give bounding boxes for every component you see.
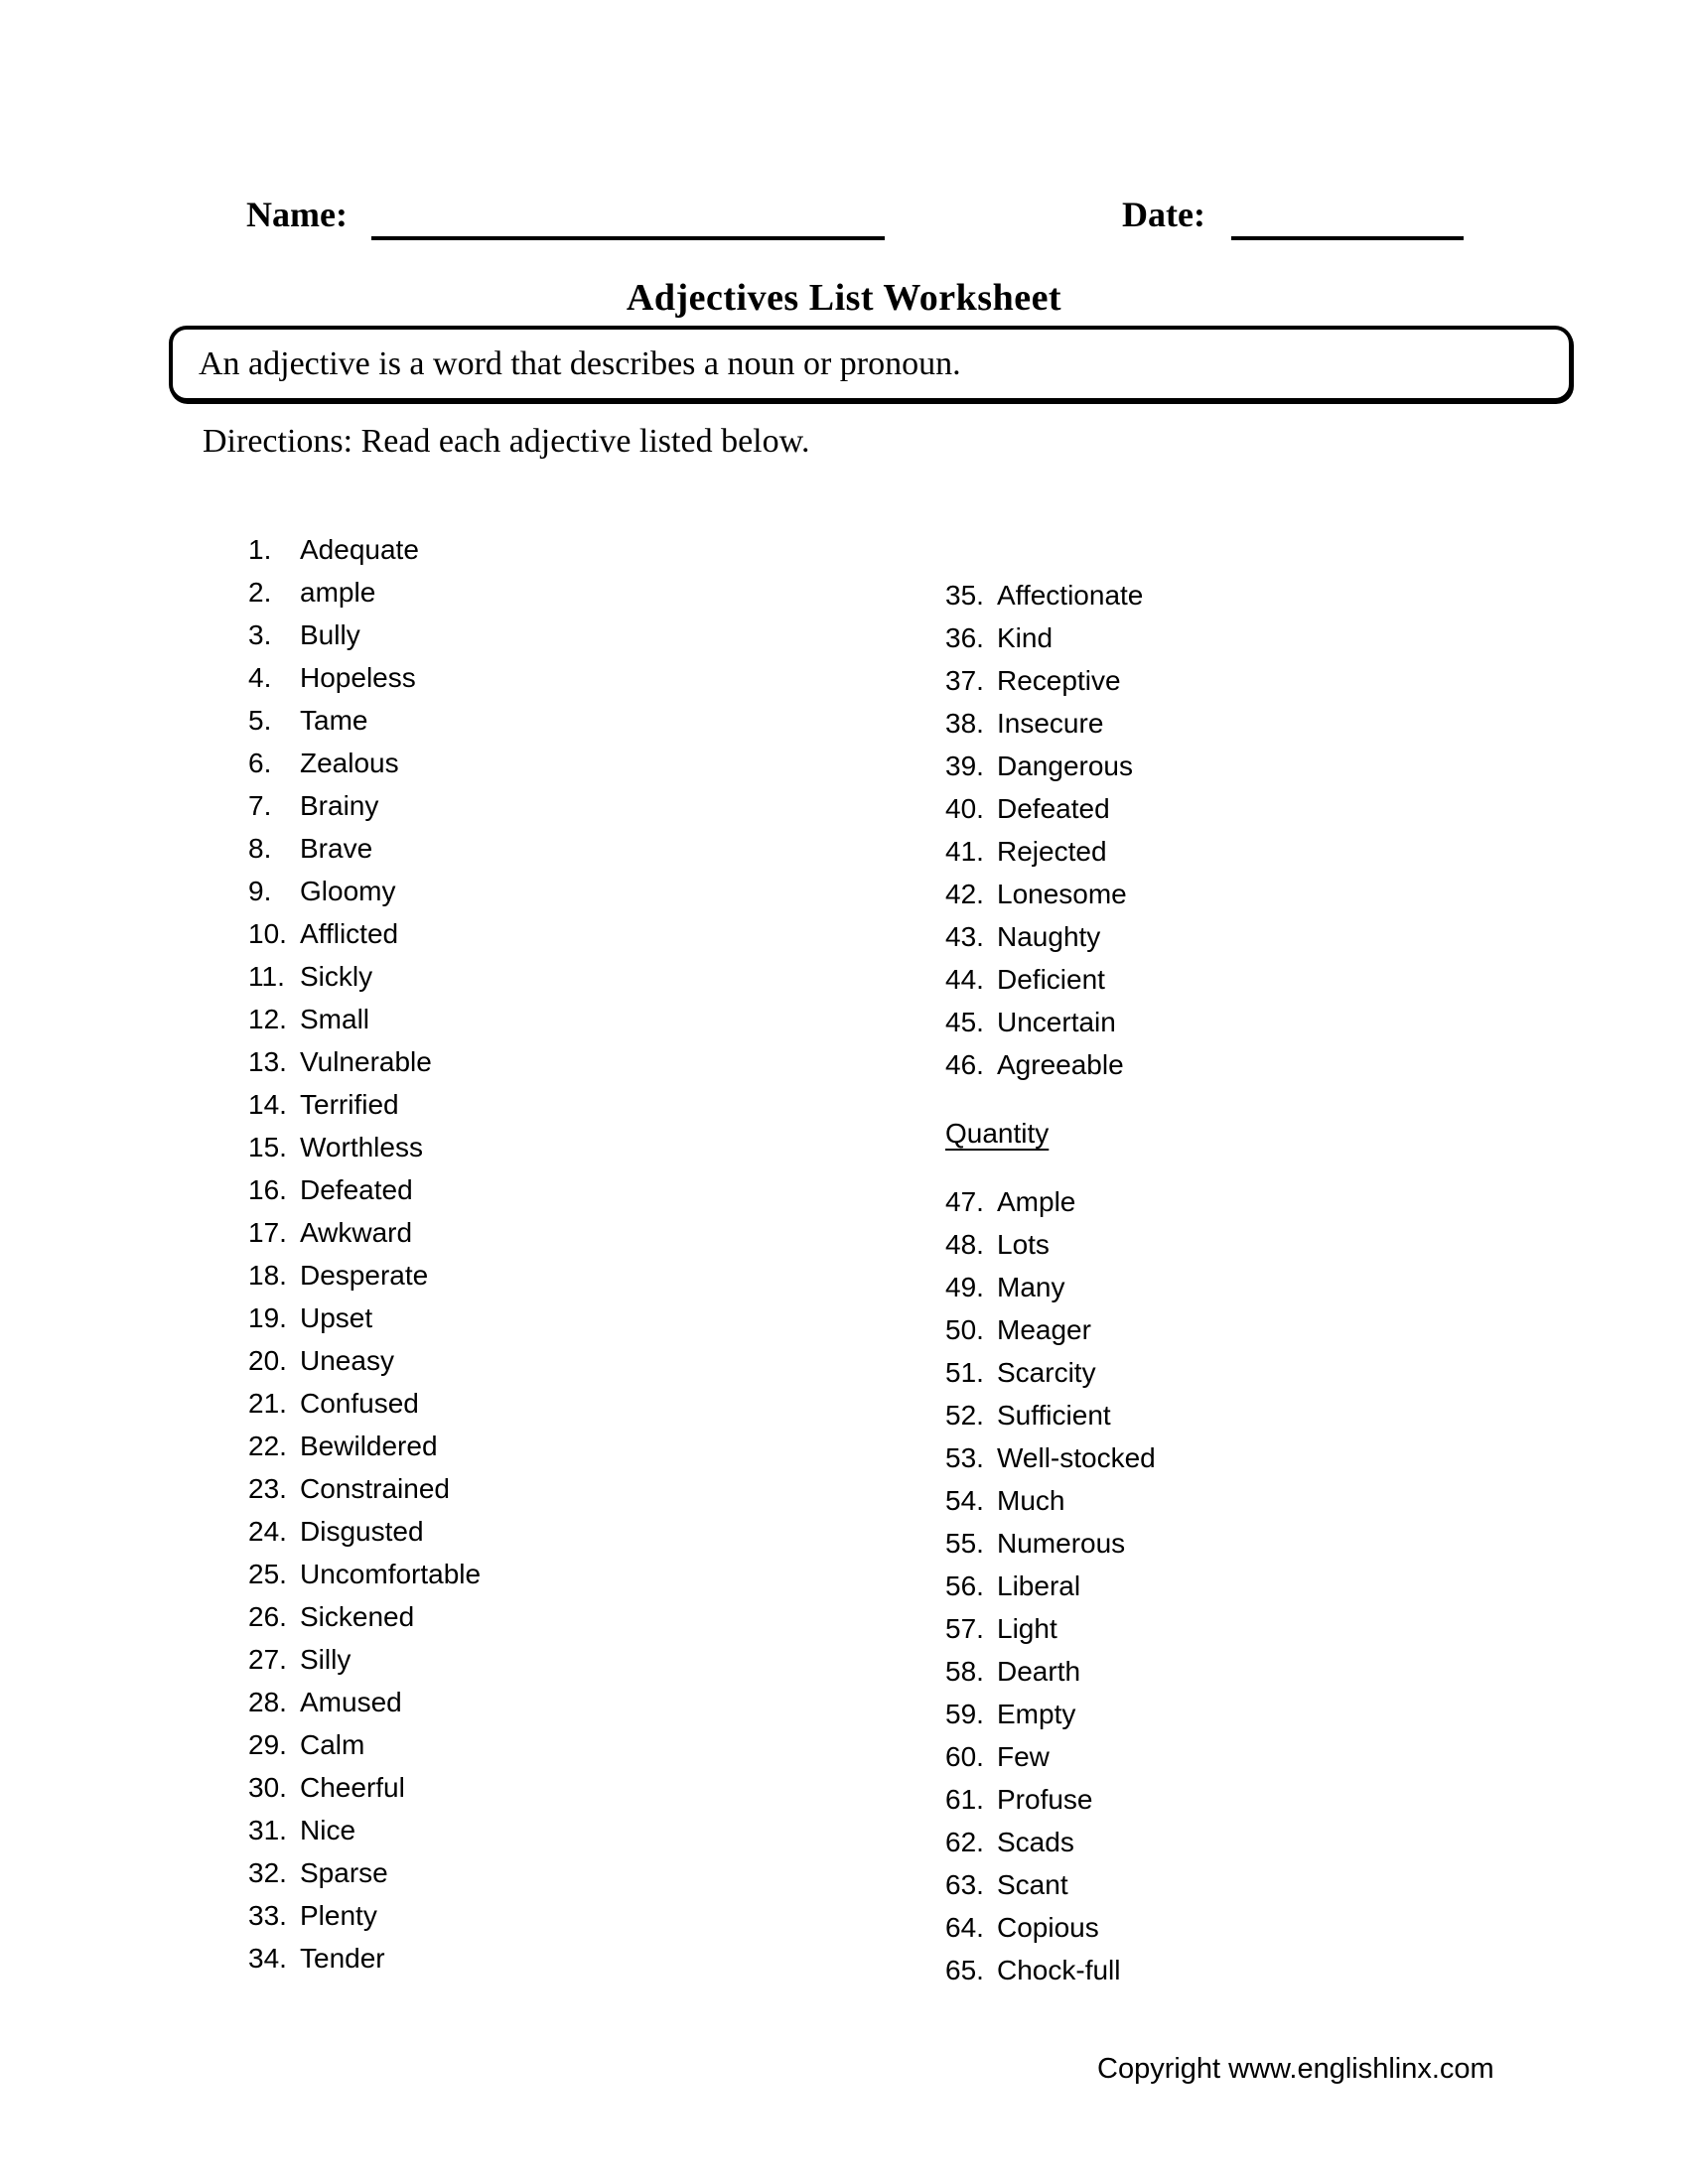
list-item-number: 27. [248,1643,287,1675]
list-item-word: Deficient [997,963,1105,995]
list-item-word: Gloomy [300,875,396,906]
list-item [945,702,1561,745]
list-item-number: 45. [945,1006,984,1037]
list-item [248,1425,864,1467]
list-item-word: Naughty [997,920,1101,952]
list-item [248,1083,864,1126]
list-item [945,873,1561,915]
list-item-word: Hopeless [300,661,416,693]
list-item-number: 39. [945,750,984,781]
list-item-number: 12. [248,1003,287,1034]
list-item-word: Cheerful [300,1771,405,1803]
list-item-number: 57. [945,1612,984,1644]
list-item-number: 29. [248,1728,287,1760]
name-label: Name: [246,195,348,234]
list-item-word: Defeated [300,1173,413,1205]
list-item-word: Nice [300,1814,356,1845]
list-item-number: 41. [945,835,984,867]
list-item-word: Bully [300,618,360,650]
directions-text: Directions: Read each adjective listed below. [203,423,810,460]
list-item-number: 14. [248,1088,287,1120]
list-item-number: 61. [945,1783,984,1815]
list-item-word: Uncertain [997,1006,1116,1037]
list-item [248,1382,864,1425]
list-item-word: Uncomfortable [300,1558,482,1589]
list-item-word: Scads [997,1826,1074,1857]
list-item-number: 56. [945,1570,984,1601]
list-item-number: 10. [248,917,287,949]
list-item-number: 42. [945,878,984,909]
list-item-number: 64. [945,1911,984,1943]
list-item-word: Scarcity [997,1356,1096,1388]
list-item [945,1778,1561,1821]
list-item-number: 11. [248,960,285,992]
list-item-number: 20. [248,1344,287,1376]
list-item-number: 48. [945,1228,984,1260]
list-item [248,1168,864,1211]
list-item-word: ample [300,576,376,608]
list-item [248,656,864,699]
list-item-word: Many [997,1271,1065,1302]
list-item [945,1351,1561,1394]
list-item [945,1479,1561,1522]
list-item-number: 52. [945,1399,984,1431]
list-item [248,827,864,870]
list-item [248,1809,864,1851]
list-item-word: Awkward [300,1216,413,1248]
name-field-line[interactable] [371,197,885,240]
list-item-number: 65. [945,1954,984,1985]
list-item-word: Well-stocked [997,1441,1156,1473]
list-item-number: 19. [248,1301,287,1333]
list-item-number: 28. [248,1686,287,1717]
date-field-line[interactable] [1231,197,1464,240]
list-item [945,1308,1561,1351]
list-item-word: Much [997,1484,1065,1516]
list-item-word: Dearth [997,1655,1081,1687]
list-item-number: 53. [945,1441,984,1473]
list-item-number: 49. [945,1271,984,1302]
list-item-word: Adequate [300,533,419,565]
list-item-word: Kind [997,621,1054,653]
list-item [945,745,1561,787]
adjective-list-left-column [248,528,864,1979]
list-item [248,614,864,656]
date-label: Date: [1122,195,1205,234]
list-item-number: 1. [248,533,272,565]
list-item [945,1522,1561,1565]
list-item-number: 54. [945,1484,984,1516]
list-item-number: 13. [248,1045,287,1077]
list-item-word: Insecure [997,707,1104,739]
list-item [945,1565,1561,1607]
list-item-word: Profuse [997,1783,1093,1815]
list-item-word: Afflicted [300,917,399,949]
list-item-word: Disgusted [300,1515,424,1547]
list-item-word: Sickly [300,960,373,992]
list-item-number: 2. [248,576,272,608]
list-item [945,958,1561,1001]
list-item-word: Defeated [997,792,1110,824]
list-item-number: 5. [248,704,272,736]
list-item-number: 4. [248,661,272,693]
list-item-word: Amused [300,1686,402,1717]
list-item-number: 40. [945,792,984,824]
list-item-word: Meager [997,1313,1091,1345]
list-item-number: 47. [945,1185,984,1217]
list-item [945,1735,1561,1778]
list-item-number: 59. [945,1698,984,1729]
adjective-list-right-top [945,574,1561,1086]
list-item [248,1638,864,1681]
list-item [945,787,1561,830]
list-item-number: 15. [248,1131,287,1162]
list-item [945,1180,1561,1223]
list-item-word: Sufficient [997,1399,1111,1431]
list-item [248,1467,864,1510]
list-item [945,915,1561,958]
list-item [945,574,1561,616]
list-item-word: Receptive [997,664,1121,696]
list-item-word: Lonesome [997,878,1127,909]
list-item [945,659,1561,702]
list-item-word: Sparse [300,1856,388,1888]
list-item-number: 36. [945,621,984,653]
list-item [248,1254,864,1297]
list-item-number: 55. [945,1527,984,1559]
list-item [248,1851,864,1894]
list-item [248,1510,864,1553]
list-item-number: 43. [945,920,984,952]
list-item [945,1223,1561,1266]
list-item-word: Terrified [300,1088,399,1120]
list-item-word: Few [997,1740,1050,1772]
list-item-word: Scant [997,1868,1068,1900]
list-item-word: Agreeable [997,1048,1124,1080]
list-item-number: 32. [248,1856,287,1888]
list-item-word: Brave [300,832,373,864]
list-item-word: Affectionate [997,579,1144,611]
list-item [945,1607,1561,1650]
definition-text: An adjective is a word that describes a noun or pronoun. [199,344,961,382]
list-item-number: 16. [248,1173,287,1205]
list-item [945,830,1561,873]
list-item-word: Bewildered [300,1430,438,1461]
list-item [248,1595,864,1638]
list-item-number: 9. [248,875,272,906]
list-item [248,998,864,1040]
list-item-word: Vulnerable [300,1045,432,1077]
list-item [248,1211,864,1254]
list-item-number: 18. [248,1259,287,1291]
list-item-word: Numerous [997,1527,1126,1559]
list-item-word: Rejected [997,835,1107,867]
adjective-list-right-column [945,574,1561,1991]
list-item-word: Brainy [300,789,379,821]
list-item-number: 31. [248,1814,287,1845]
list-item-number: 8. [248,832,272,864]
list-item [248,870,864,912]
page-title: Adjectives List Worksheet [626,277,1062,319]
list-item-number: 38. [945,707,984,739]
list-item [945,1821,1561,1863]
list-item [945,1394,1561,1436]
list-item [945,1650,1561,1693]
list-item-number: 23. [248,1472,287,1504]
list-item [945,1001,1561,1043]
list-item [248,912,864,955]
list-item-word: Dangerous [997,750,1133,781]
list-item [248,1894,864,1937]
list-item-number: 37. [945,664,984,696]
list-item-number: 25. [248,1558,287,1589]
list-item-word: Plenty [300,1899,377,1931]
list-item-number: 58. [945,1655,984,1687]
list-item-number: 44. [945,963,984,995]
list-item [248,1766,864,1809]
list-item [248,1339,864,1382]
list-item [248,1937,864,1979]
list-item-word: Desperate [300,1259,429,1291]
list-item [248,784,864,827]
list-item-number: 24. [248,1515,287,1547]
list-item-word: Small [300,1003,370,1034]
list-item [248,1126,864,1168]
list-item-word: Upset [300,1301,373,1333]
list-item-word: Tame [300,704,368,736]
list-item-word: Lots [997,1228,1050,1260]
list-item-number: 6. [248,747,272,778]
list-item-word: Uneasy [300,1344,394,1376]
list-item [248,955,864,998]
list-item-number: 46. [945,1048,984,1080]
list-item-number: 63. [945,1868,984,1900]
list-item-number: 21. [248,1387,287,1419]
definition-box [169,326,1573,402]
list-item-number: 22. [248,1430,287,1461]
list-item-number: 34. [248,1942,287,1974]
list-item-number: 50. [945,1313,984,1345]
list-item [248,1297,864,1339]
list-item-word: Empty [997,1698,1076,1729]
list-item-word: Calm [300,1728,365,1760]
list-item-word: Zealous [300,747,399,778]
list-item-word: Tender [300,1942,385,1974]
list-item [945,1693,1561,1735]
list-item [945,1043,1561,1086]
list-item [945,616,1561,659]
list-item [248,1553,864,1595]
list-item-number: 51. [945,1356,984,1388]
list-item-word: Constrained [300,1472,450,1504]
list-item-number: 3. [248,618,272,650]
list-item-word: Chock-full [997,1954,1121,1985]
list-item-word: Copious [997,1911,1099,1943]
list-item [945,1863,1561,1906]
list-item [945,1949,1561,1991]
quantity-heading: Quantity [945,1117,1050,1149]
adjective-list-right-bottom [945,1180,1561,1991]
list-item [945,1906,1561,1949]
list-item-word: Light [997,1612,1057,1644]
list-item [248,1681,864,1723]
copyright-text: Copyright www.englishlinx.com [1097,2053,1494,2085]
list-item-number: 17. [248,1216,287,1248]
list-item-word: Sickened [300,1600,415,1632]
list-item-word: Liberal [997,1570,1081,1601]
list-item-number: 62. [945,1826,984,1857]
list-item [945,1436,1561,1479]
list-item [248,1723,864,1766]
list-item [945,1266,1561,1308]
list-item-number: 60. [945,1740,984,1772]
list-item [248,699,864,742]
list-item-number: 26. [248,1600,287,1632]
list-item-number: 7. [248,789,272,821]
list-item [248,571,864,614]
list-item-word: Ample [997,1185,1076,1217]
list-item [248,528,864,571]
list-item-number: 35. [945,579,984,611]
list-item [248,742,864,784]
list-item-word: Silly [300,1643,352,1675]
list-item [248,1040,864,1083]
list-item-word: Confused [300,1387,419,1419]
list-item-word: Worthless [300,1131,423,1162]
list-item-number: 30. [248,1771,287,1803]
list-item-number: 33. [248,1899,287,1931]
